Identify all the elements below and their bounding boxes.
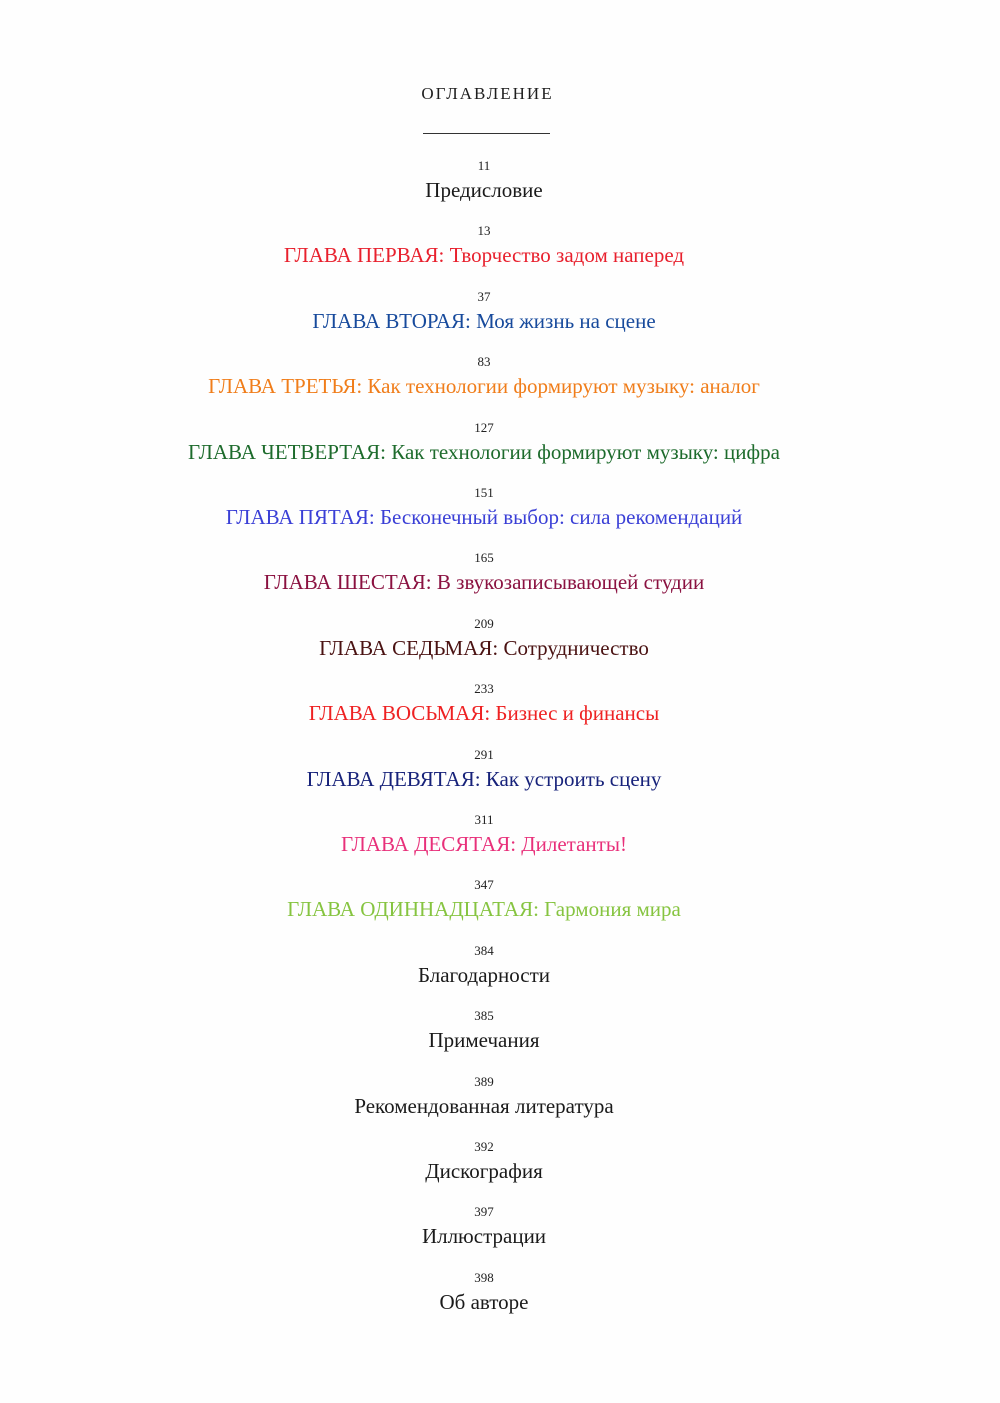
toc-entry-page-number: 392 <box>474 1139 494 1154</box>
toc-entry-title: ГЛАВА ПЕРВАЯ: Творчество задом наперед <box>283 243 685 268</box>
toc-entry-title: ГЛАВА СЕДЬМАЯ: Сотрудничество <box>319 635 649 660</box>
toc-entry[interactable] <box>0 354 968 399</box>
toc-entry-page-number: 384 <box>474 942 494 958</box>
page-title: ОГЛАВЛЕНИЕ <box>421 84 554 103</box>
toc-entry-page-number: 127 <box>474 419 494 435</box>
toc-entry[interactable] <box>0 1074 968 1119</box>
toc-entry-page-number: 233 <box>474 681 494 697</box>
toc-entry[interactable] <box>0 681 968 726</box>
toc-entry-page-number: 385 <box>474 1008 494 1024</box>
toc-entry-title: Иллюстрации <box>421 1224 547 1249</box>
toc-entry[interactable] <box>0 550 968 595</box>
toc-entry[interactable] <box>0 877 968 922</box>
toc-entry-title: ГЛАВА ОДИННАДЦАТАЯ: Гармония мира <box>287 897 681 922</box>
toc-entry-title: ГЛАВА ВОСЬМАЯ: Бизнес и финансы <box>308 701 660 726</box>
toc-entry[interactable] <box>0 158 968 203</box>
toc-entry[interactable] <box>0 1204 968 1249</box>
toc-entry-title: Рекомендованная литература <box>354 1093 614 1118</box>
toc-entry-title: Благодарности <box>417 962 551 987</box>
toc-entry[interactable] <box>0 812 968 857</box>
toc-entry-title: Дискография <box>425 1159 543 1183</box>
toc-entry[interactable] <box>0 223 968 268</box>
toc-entry-page-number: 209 <box>474 615 494 631</box>
toc-entry-title: ГЛАВА ПЯТАЯ: Бесконечный выбор: сила рекомендаций <box>225 505 743 529</box>
toc-entry-title: Примечания <box>428 1028 540 1053</box>
toc-entry[interactable] <box>0 289 968 334</box>
toc-entry[interactable] <box>0 420 968 465</box>
toc-entry-page-number: 151 <box>474 485 494 500</box>
toc-entry-page-number: 11 <box>477 158 491 173</box>
toc-entry-page-number: 347 <box>474 877 494 893</box>
toc-entry-page-number: 165 <box>474 550 494 566</box>
toc-entry-title: ГЛАВА ТРЕТЬЯ: Как технологии формируют музыку: аналог <box>208 374 760 399</box>
toc-entry-page-number: 83 <box>477 354 491 370</box>
toc-entry[interactable] <box>0 747 968 792</box>
toc-entry-page-number: 291 <box>474 746 494 762</box>
toc-entry-page-number: 37 <box>477 288 491 304</box>
toc-entry[interactable] <box>0 1139 968 1184</box>
toc-entry[interactable] <box>0 943 968 988</box>
toc-entry-title: ГЛАВА ЧЕТВЕРТАЯ: Как технологии формируют музыку: цифра <box>188 439 780 464</box>
toc-entry-page-number: 311 <box>474 812 494 827</box>
toc-entry-title: ГЛАВА ШЕСТАЯ: В звукозаписывающей студии <box>263 570 705 595</box>
toc-entry-page-number: 13 <box>477 223 491 239</box>
toc-entry[interactable] <box>0 1008 968 1053</box>
toc-entry[interactable] <box>0 485 968 530</box>
toc-entry-title: Об авторе <box>439 1289 529 1314</box>
toc-entry-title: ГЛАВА ДЕВЯТАЯ: Как устроить сцену <box>306 766 662 791</box>
toc-entry-title: ГЛАВА ВТОРАЯ: Моя жизнь на сцене <box>312 308 656 333</box>
toc-entry[interactable] <box>0 1270 968 1315</box>
toc-entry[interactable] <box>0 616 968 661</box>
title-divider <box>423 133 550 134</box>
toc-entry-page-number: 389 <box>474 1073 494 1089</box>
toc-entry-title: Предисловие <box>425 178 543 202</box>
toc-entry-title: ГЛАВА ДЕСЯТАЯ: Дилетанты! <box>341 832 627 856</box>
toc-entry-page-number: 397 <box>474 1204 494 1220</box>
toc-entry-page-number: 398 <box>474 1269 494 1285</box>
